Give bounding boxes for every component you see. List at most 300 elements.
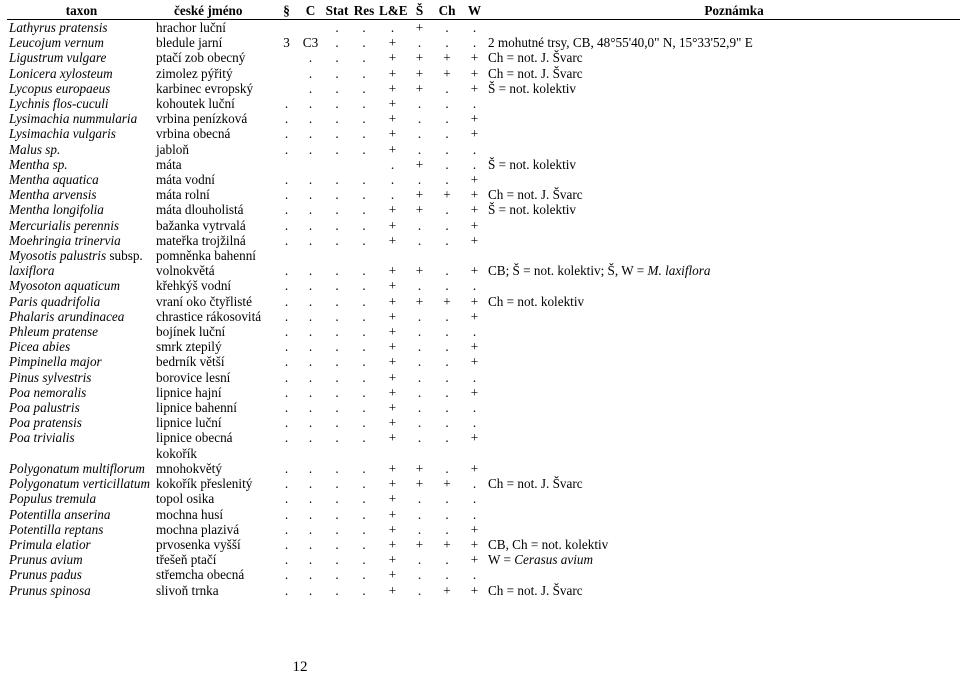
section-mark [275,248,296,263]
res-mark: . [362,126,366,142]
taxon-cell [7,370,154,385]
res-mark: . [362,308,366,324]
note-cell [486,385,960,400]
table-row [7,400,960,415]
c-mark: . [308,308,313,324]
res-mark: . [362,430,366,446]
w-mark: . [472,567,477,583]
section-mark: . [284,460,289,476]
taxon-cell [7,583,154,598]
table-row [7,339,960,354]
taxon-name: Lysimachia nummularia [9,111,138,127]
c-mark: . [308,141,313,157]
czech-name-cell: kohoutek luční [156,96,235,112]
w-mark: + [470,65,479,81]
le-mark: + [388,65,397,81]
stat-mark: . [335,521,339,537]
le-mark: . [390,187,395,203]
res-mark: . [362,50,366,66]
czech-name-cell: kokořík [156,445,198,461]
c-mark: . [308,536,313,552]
c-cell: C3 [302,35,319,51]
res-mark [349,157,377,172]
s-mark: . [417,232,422,248]
le-mark: + [388,536,397,552]
note-cell [486,66,960,81]
stat-mark: . [335,35,339,51]
section-mark: . [284,521,289,537]
note-text: Ch = not. J. Švarc [488,582,583,598]
s-mark: . [417,400,422,416]
section-mark: . [284,202,289,218]
table-row [7,385,960,400]
table-row [7,507,960,522]
taxon-name: Lychnis flos-cuculi [9,96,109,112]
note-text: Š = not. kolektiv [488,156,577,172]
res-mark: . [362,339,366,355]
res-mark: . [362,384,366,400]
s-mark: . [417,415,422,431]
s-mark: + [415,536,424,552]
header-le: L&E [379,3,408,18]
czech-name-cell: lipnice bahenní [156,400,237,416]
taxon-name: Myosoton aquaticum [9,278,120,294]
note-cell [486,233,960,248]
s-mark: . [417,430,422,446]
note-text: Ch = not. J. Švarc [488,187,583,203]
ch-mark: . [445,141,449,157]
c-mark: . [308,126,313,142]
note-text: Ch = not. J. Švarc [488,476,583,492]
section-mark: . [284,324,289,340]
c-mark: . [308,384,313,400]
stat-mark: . [335,202,339,218]
le-mark: + [388,521,397,537]
ch-mark: . [445,354,449,370]
c-mark: . [308,80,313,96]
s-mark: + [415,50,424,66]
section-mark: . [284,111,289,127]
table-row [7,218,960,233]
ch-mark: . [445,552,449,568]
c-mark: . [308,582,313,598]
taxon-name: Poa trivialis [9,430,75,446]
note-text: Ch = not. kolektiv [488,293,585,309]
czech-name-cell: vraní oko čtyřlisté [156,293,252,309]
table-row [7,430,960,445]
czech-name-cell: chrastice rákosovitá [156,308,262,324]
taxon-cell [7,522,154,537]
le-mark: + [388,430,397,446]
res-mark: . [362,460,366,476]
c-mark: . [308,111,313,127]
res-mark: . [362,35,366,51]
table-row [7,248,960,263]
section-mark: . [284,96,289,112]
czech-name-cell: mochna husí [156,506,224,522]
section-mark: . [284,217,289,233]
note-cell [486,354,960,369]
section-mark: . [284,415,289,431]
w-mark: + [470,80,479,96]
stat-mark: . [335,430,339,446]
header-czech-name: české jméno [174,3,243,18]
taxon-name: Myosotis palustris [9,248,107,264]
czech-name-cell: mnohokvětý [156,460,222,476]
stat-mark: . [335,536,339,552]
w-mark: . [472,324,477,340]
note-cell [486,430,960,445]
w-mark: . [472,96,477,112]
stat-mark: . [335,96,339,112]
w-mark: + [470,50,479,66]
table-row [7,324,960,339]
c-mark: . [308,324,313,340]
taxon-cell [7,567,154,582]
le-mark: + [388,460,397,476]
s-mark: + [415,80,424,96]
section-mark [275,66,296,81]
le-mark [377,446,406,461]
le-mark: + [388,50,397,66]
res-mark: . [362,491,366,507]
taxon-cell [7,400,154,415]
taxon-name: Mentha longifolia [9,202,104,218]
taxon-cell [7,35,154,50]
czech-name-cell: máta vodní [156,172,215,188]
le-mark: + [388,111,397,127]
note-text: Š = not. kolektiv [488,202,577,218]
taxon-cell [7,339,154,354]
le-mark: + [388,278,397,294]
note-cell [486,324,960,339]
c-mark: . [308,476,313,492]
note-cell [486,294,960,309]
le-mark: + [388,369,397,385]
section-mark [275,50,296,65]
ch-mark: . [445,20,449,35]
table-header [7,3,960,20]
table-row [7,142,960,157]
res-mark: . [362,293,366,309]
czech-name-cell: slivoň trnka [156,582,219,598]
taxon-name: Ligustrum vulgare [9,50,107,66]
le-mark: + [388,567,397,583]
s-mark: . [417,491,422,507]
note-taxon: Cerasus avium [514,552,594,568]
s-mark: . [417,35,422,51]
header-stat: Stat [325,3,349,18]
w-mark: + [470,308,479,324]
w-mark: + [470,521,479,537]
czech-name-cell: vrbina penízková [156,111,248,127]
taxon-name: Malus sp. [9,141,61,157]
stat-mark: . [335,50,339,66]
taxon-cell [7,157,154,172]
section-mark: . [284,293,289,309]
s-mark: . [417,506,422,522]
ch-mark: . [445,324,449,340]
ch-mark: + [443,476,451,492]
czech-name-cell: volnokvětá [156,263,215,279]
s-mark: . [417,217,422,233]
czech-name-cell: bedrník větší [156,354,225,370]
section-mark [275,157,296,172]
res-mark: . [362,80,366,96]
le-mark: + [388,400,397,416]
ch-mark: . [445,308,449,324]
czech-name-cell: smrk ztepilý [156,339,222,355]
stat-mark: . [335,187,339,203]
taxon-cell [7,111,154,126]
res-mark: . [362,65,366,81]
taxon-name: Potentilla anserina [9,506,111,522]
ch-mark: . [445,278,449,294]
table-row [7,157,960,172]
taxon-suffix: subsp. [106,248,143,264]
stat-mark: . [335,552,339,568]
taxon-cell [7,415,154,430]
section-mark [275,20,296,36]
stat-mark: . [335,506,339,522]
section-mark: . [284,476,289,492]
le-mark: + [388,232,397,248]
section-cell: 3 [283,35,290,51]
stat-mark: . [335,476,339,492]
section-mark: . [284,172,289,188]
s-mark [406,446,431,461]
table-row [7,446,960,461]
s-mark: . [417,308,422,324]
note-cell [486,400,960,415]
table-row [7,491,960,506]
table-row [7,126,960,141]
ch-mark: + [443,187,451,203]
ch-mark: + [443,65,451,81]
table-row [7,111,960,126]
stat-mark: . [335,126,339,142]
table-row [7,415,960,430]
w-mark: + [470,460,479,476]
res-mark: . [362,506,366,522]
taxon-name: Prunus spinosa [9,582,91,598]
taxon-cell [7,50,154,65]
le-mark: + [388,552,397,568]
taxon-name: Pinus sylvestris [9,369,92,385]
stat-mark: . [335,415,339,431]
s-mark: . [417,278,422,294]
ch-mark: . [445,263,449,279]
taxon-name: Polygonatum multiflorum [9,460,145,476]
w-mark: . [472,156,477,172]
czech-name-cell: křehkýš vodní [156,278,232,294]
w-mark: . [472,35,477,51]
czech-name-cell: lipnice hajní [156,384,222,400]
s-mark: . [417,96,422,112]
w-mark: . [472,491,477,507]
s-mark: . [417,172,422,188]
res-mark [349,248,377,263]
w-mark: + [470,339,479,355]
section-mark: . [284,491,289,507]
taxon-cell [7,294,154,309]
taxon-cell [7,81,154,96]
taxon-cell [7,218,154,233]
taxon-cell [7,461,154,476]
le-mark: + [388,96,397,112]
note-cell [486,172,960,187]
le-mark: + [388,339,397,355]
note-text: 2 mohutné trsy, CB, 48°55'40,0" N, 15°33'52,9" E [488,35,753,51]
stat-mark: . [335,567,339,583]
c-mark: . [308,217,313,233]
species-table [7,3,960,598]
stat-mark: . [335,384,339,400]
w-mark: . [472,278,477,294]
note-cell [486,491,960,506]
stat-mark: . [335,278,339,294]
w-mark: . [472,20,477,35]
le-mark: . [390,156,395,172]
note-text: W = [488,552,515,568]
taxon-cell [7,278,154,293]
note-cell [486,583,960,598]
c-mark [296,20,323,36]
res-mark: . [362,202,366,218]
table-row [7,66,960,81]
taxon-cell [7,324,154,339]
res-mark: . [362,172,366,188]
table-row [7,461,960,476]
table-row [7,233,960,248]
note-cell [486,339,960,354]
w-mark: . [472,369,477,385]
note-cell [486,537,960,552]
ch-mark: . [445,217,449,233]
section-mark: . [284,567,289,583]
note-cell [486,202,960,217]
s-mark: . [417,126,422,142]
section-mark: . [284,506,289,522]
czech-name-cell: bledule jarní [156,35,223,51]
stat-mark: . [335,369,339,385]
section-mark: . [284,339,289,355]
stat-mark: . [335,232,339,248]
note-cell [486,50,960,65]
czech-name-cell: bojínek luční [156,324,226,340]
ch-mark: . [445,384,449,400]
czech-name-cell: zimolez pýřitý [156,65,233,81]
res-mark: . [362,369,366,385]
res-mark: . [362,96,366,112]
note-cell [486,218,960,233]
ch-mark: . [445,567,449,583]
s-mark: . [417,111,422,127]
czech-name-cell: mateřka trojžilná [156,232,246,248]
le-mark [377,248,406,263]
c-mark: . [308,187,313,203]
taxon-cell [7,491,154,506]
table-row [7,50,960,65]
section-mark: . [284,308,289,324]
section-mark: . [284,126,289,142]
le-mark: + [388,126,397,142]
ch-mark: . [445,491,449,507]
section-mark: . [284,278,289,294]
taxon-cell [7,446,154,461]
ch-mark: + [443,536,451,552]
le-mark: + [388,354,397,370]
taxon-name: Lonicera xylosteum [9,65,113,81]
czech-name-cell: kokořík přeslenitý [156,476,253,492]
stat-mark [323,248,349,263]
s-mark: + [415,156,424,172]
czech-name-cell: borovice lesní [156,369,231,385]
taxon-name: Phalaris arundinacea [9,308,125,324]
table-row [7,354,960,369]
le-mark: + [388,415,397,431]
taxon-name: Paris quadrifolia [9,293,101,309]
table-row [7,20,960,36]
w-mark: . [472,506,477,522]
c-mark: . [308,460,313,476]
table-row [7,202,960,217]
w-mark: + [470,187,479,203]
section-mark: . [284,232,289,248]
c-mark: . [308,491,313,507]
res-mark: . [362,415,366,431]
ch-mark: + [443,293,451,309]
note-cell [486,278,960,293]
w-mark: . [472,476,477,492]
w-mark: + [470,263,479,279]
stat-mark: . [335,308,339,324]
c-mark: . [308,278,313,294]
c-mark: . [308,415,313,431]
taxon-cell [7,20,154,36]
stat-mark: . [335,217,339,233]
section-mark: . [284,263,289,279]
res-mark: . [362,232,366,248]
w-mark [461,446,486,461]
ch-mark: . [445,460,449,476]
s-mark: + [415,476,424,492]
w-mark: + [470,111,479,127]
taxon-cell [7,263,154,278]
note-text: Ch = not. J. Švarc [488,65,583,81]
c-mark: . [308,552,313,568]
le-mark: + [388,582,397,598]
c-mark: . [308,567,313,583]
taxon-name: Lycopus europaeus [9,80,111,96]
taxon-name: Populus tremula [9,491,97,507]
s-mark: + [415,202,424,218]
stat-mark: . [335,263,339,279]
ch-mark: . [445,339,449,355]
ch-mark: . [445,126,449,142]
note-cell [486,522,960,537]
czech-name-cell: máta dlouholistá [156,202,244,218]
s-mark: . [417,521,422,537]
note-cell [486,552,960,567]
czech-name-cell: vrbina obecná [156,126,231,142]
w-mark: + [470,536,479,552]
table-row [7,309,960,324]
header-note: Poznámka [704,3,764,18]
section-mark: . [284,141,289,157]
table-row [7,35,960,50]
note-cell [486,248,960,263]
